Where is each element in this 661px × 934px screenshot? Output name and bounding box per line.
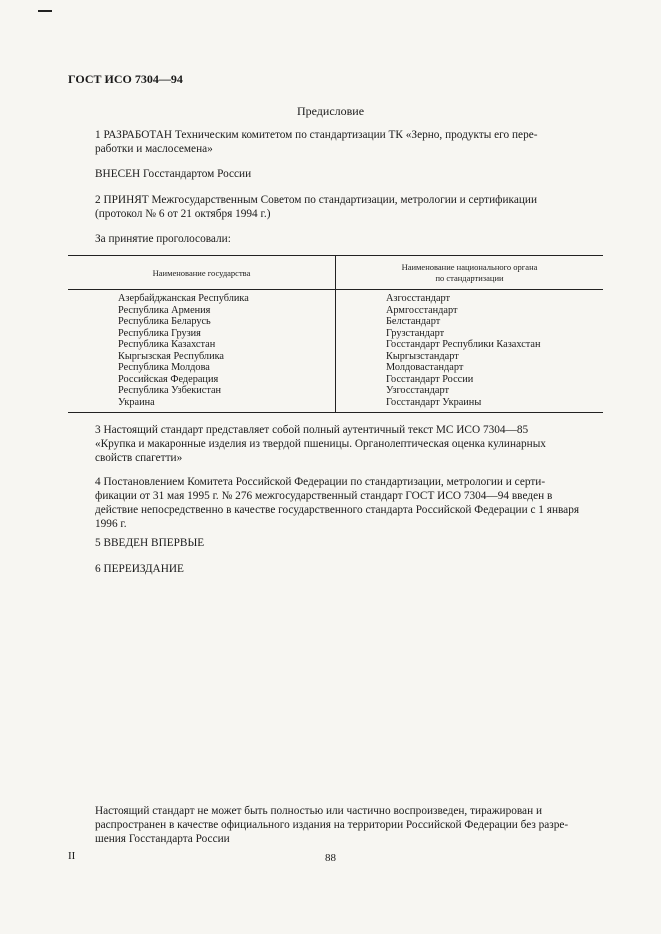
table-cell-body: Грузстандарт (386, 327, 445, 339)
table-cell-body: Госстандарт России (386, 373, 474, 385)
table-cell-state: Республика Армения (118, 304, 211, 316)
table-cell-body: Белстандарт (386, 316, 441, 327)
text-line: «Крупка и макаронные изделия из твердой пшеницы. Органолептическая оценка кулинарных (95, 438, 546, 450)
paragraph-developed (68, 128, 604, 156)
table-cell-state: Азербайджанская Республика (118, 293, 249, 304)
page-number: 88 (325, 852, 336, 864)
page-title: Предисловие (296, 104, 365, 118)
text-line: свойств спагетти» (95, 452, 183, 464)
text-line: 3 Настоящий стандарт представляет собой полный аутентичный текст МС ИСО 7304—85 (95, 424, 529, 436)
table-header-state: Наименование государства (152, 268, 251, 278)
table-cell-state: Республика Казахстан (118, 339, 216, 350)
table-cell-body: Молдовастандарт (386, 362, 464, 373)
voting-table (68, 255, 603, 413)
text-line: работки и маслосемена» (95, 143, 213, 155)
paragraph-resolution (68, 475, 604, 531)
text-line: ВНЕСЕН Госстандартом России (95, 168, 252, 180)
text-line: За принятие проголосовали: (95, 233, 231, 245)
text-line: шения Госстандарта России (95, 833, 230, 845)
text-line: 5 ВВЕДЕН ВПЕРВЫЕ (95, 537, 205, 549)
table-cell-state: Российская Федерация (118, 373, 219, 385)
table-header-body-line: по стандартизации (435, 273, 504, 283)
table-cell-state: Республика Беларусь (118, 316, 211, 327)
paragraph-first-introduced (68, 536, 604, 550)
table-cell-body: Азгосстандарт (386, 293, 451, 304)
paragraph-adopted (68, 193, 604, 221)
table-cell-body: Армгосстандарт (386, 304, 458, 316)
text-line: 2 ПРИНЯТ Межгосударственным Советом по стандартизации, метрологии и сертификации (95, 194, 537, 206)
paragraph-voted (68, 232, 604, 246)
text-line: (протокол № 6 от 21 октября 1994 г.) (95, 208, 271, 220)
text-line: 1 РАЗРАБОТАН Техническим комитетом по стандартизации ТК «Зерно, продукты его пере- (95, 129, 538, 141)
table-column-states (118, 293, 249, 408)
text-line: распространен в качестве официального издания на территории Российской Федерации без разре- (95, 819, 569, 831)
table-cell-body: Госстандарт Республики Казахстан (386, 339, 541, 350)
table-cell-body: Госстандарт Украины (386, 396, 482, 408)
table-cell-state: Украина (118, 396, 155, 408)
table-cell-body: Кыргызстандарт (386, 350, 459, 362)
table-column-bodies (386, 293, 541, 408)
text-line: Настоящий стандарт не может быть полностью или частично воспроизведен, тиражирован и (95, 805, 542, 817)
table-header-body-line: Наименование национального органа (401, 262, 538, 272)
paragraph-reissue (68, 562, 604, 576)
table-header-body (336, 262, 603, 284)
roman-page-number: II (68, 850, 76, 862)
text-line: фикации от 31 мая 1995 г. № 276 межгосударственный стандарт ГОСТ ИСО 7304—94 введен в (95, 490, 553, 502)
paragraph-copyright (68, 804, 604, 846)
table-cell-body: Узгосстандарт (386, 385, 449, 396)
table-cell-state: Кыргызская Республика (118, 350, 225, 362)
text-line: действие непосредственно в качестве государственного стандарта Российской Федерации с 1 января (95, 504, 580, 516)
table-cell-state: Республика Грузия (118, 327, 201, 339)
text-line: 6 ПЕРЕИЗДАНИЕ (95, 563, 184, 575)
paragraph-authentic-text (68, 423, 604, 465)
corner-mark (38, 10, 52, 12)
text-line: 4 Постановлением Комитета Российской Федерации по стандартизации, метрологии и серти- (95, 476, 546, 488)
text-line: 1996 г. (95, 518, 127, 530)
table-cell-state: Республика Узбекистан (118, 385, 222, 396)
table-header-rule (68, 289, 603, 290)
standard-code: ГОСТ ИСО 7304—94 (68, 72, 183, 86)
table-cell-state: Республика Молдова (118, 362, 210, 373)
paragraph-introduced (68, 167, 604, 181)
